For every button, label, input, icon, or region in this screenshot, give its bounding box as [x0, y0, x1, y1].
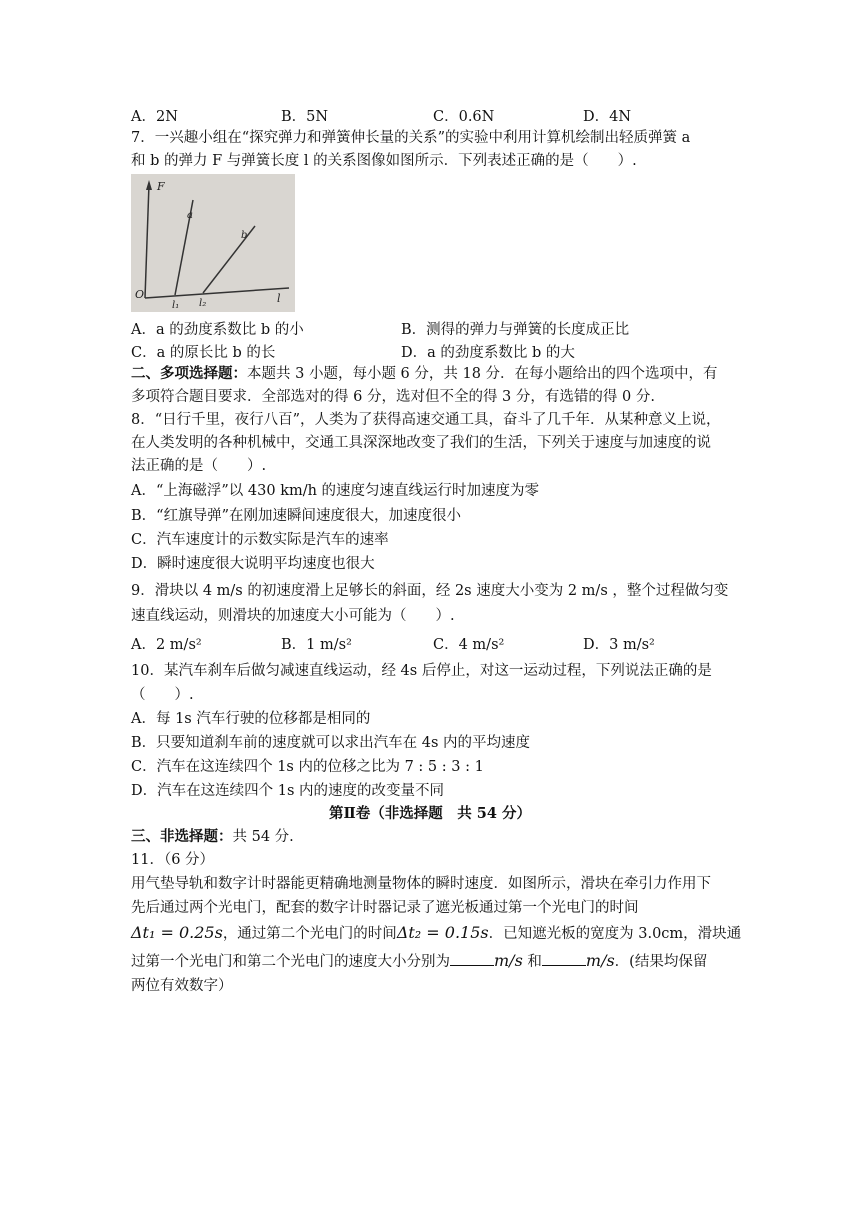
- q9-stem-line1: 9．滑块以 4 m/s 的初速度滑上足够长的斜面，经 2s 速度大小变为 2 m/s ，整个过程做匀变: [131, 583, 729, 599]
- q11-and: 和: [527, 954, 542, 970]
- q8-option-c: C．汽车速度计的示数实际是汽车的速率: [131, 532, 389, 548]
- part2-title: 第Ⅱ卷（非选择题 共 54 分）: [329, 805, 531, 822]
- q6-option-b: B．5N: [281, 109, 329, 125]
- section3-line: [131, 826, 294, 848]
- q11-line3: [131, 922, 741, 945]
- q11-line3-text1: ，通过第二个光电门的时间: [222, 926, 397, 942]
- section2-line1: [131, 363, 718, 385]
- section2-line2: 多项符合题目要求．全部选对的得 6 分，选对但不全的得 3 分，有选错的得 0 分.: [131, 389, 655, 405]
- q10-option-c: C．汽车在这连续四个 1s 内的位移之比为 7 : 5 : 3 : 1: [131, 759, 484, 775]
- unit-2: m/s: [585, 951, 615, 970]
- q10-option-b: B．只要知道刹车前的速度就可以求出汽车在 4s 内的平均速度: [131, 735, 531, 751]
- q7-option-d: D．a 的劲度系数比 b 的大: [401, 345, 575, 361]
- q10-stem-line2: （ ）.: [131, 687, 194, 703]
- q10-option-a: A．每 1s 汽车行驶的位移都是相同的: [131, 711, 371, 727]
- q9-option-b: B．1 m/s²: [281, 637, 352, 653]
- q11-line4: [131, 950, 707, 973]
- q9-option-a: A．2 m/s²: [131, 637, 202, 653]
- section3-text: 共 54 分.: [232, 829, 294, 845]
- spring-force-graph: [131, 174, 295, 312]
- q7-stem-line2: 和 b 的弹力 F 与弹簧长度 l 的关系图像如图所示．下列表述正确的是（ ）.: [131, 153, 637, 169]
- q11-line4-text: 过第一个光电门和第二个光电门的速度大小分别为: [131, 954, 450, 970]
- q6-option-d: D．4N: [583, 109, 632, 125]
- answer-blank-1[interactable]: [450, 951, 494, 966]
- q7-stem-line1: 7．一兴趣小组在“探究弹力和弹簧伸长量的关系”的实验中利用计算机绘制出轻质弹簧 a: [131, 130, 691, 146]
- q11-line1: 用气垫导轨和数字计时器能更精确地测量物体的瞬时速度．如图所示，滑块在牵引力作用下: [131, 876, 711, 892]
- label-l1: l₁: [172, 300, 180, 311]
- label-l: l: [277, 292, 281, 305]
- answer-blank-2[interactable]: [542, 951, 586, 966]
- delta-t1: Δt₁ = 0.25s: [131, 923, 223, 942]
- section2-text1: 本题共 3 小题，每小题 6 分，共 18 分．在每小题给出的四个选项中，有: [247, 366, 718, 382]
- q11-line2: 先后通过两个光电门，配套的数字计时器记录了遮光板通过第一个光电门的时间: [131, 900, 639, 916]
- label-f: F: [157, 180, 165, 193]
- q8-stem-line2: 在人类发明的各种机械中，交通工具深深地改变了我们的生活，下列关于速度与加速度的说: [131, 435, 711, 451]
- q9-option-c: C．4 m/s²: [433, 637, 505, 653]
- q11-line4-tail: ．(结果均保留: [614, 954, 708, 970]
- q7-option-c: C．a 的原长比 b 的长: [131, 345, 276, 361]
- label-origin: O: [135, 288, 145, 301]
- delta-t2: Δt₂ = 0.15s: [396, 923, 489, 942]
- q9-option-d: D．3 m/s²: [583, 637, 655, 653]
- q6-option-a: A．2N: [131, 109, 178, 125]
- q6-option-c: C．0.6N: [433, 109, 495, 125]
- q8-option-a: A．“上海磁浮”以 430 km/h 的速度匀速直线运行时加速度为零: [131, 483, 540, 499]
- q7-option-b: B．测得的弹力与弹簧的长度成正比: [401, 322, 630, 338]
- unit-1: m/s: [494, 951, 523, 970]
- label-b: b: [241, 230, 248, 241]
- q11-number: 11．（6 分）: [131, 852, 215, 868]
- q8-stem-line1: 8．“日行千里，夜行八百”，人类为了获得高速交通工具，奋斗了几千年．从某种意义上说，: [131, 412, 721, 428]
- label-a: a: [187, 210, 193, 221]
- f-axis: [145, 184, 149, 298]
- q7-option-a: A．a 的劲度系数比 b 的小: [131, 322, 304, 338]
- label-l2: l₂: [199, 298, 207, 309]
- q9-stem-line2: 速直线运动，则滑块的加速度大小可能为（ ）.: [131, 608, 455, 624]
- q10-stem-line1: 10．某汽车刹车后做匀减速直线运动，经 4s 后停止，对这一运动过程，下列说法正确的是: [131, 663, 712, 679]
- q8-option-d: D．瞬时速度很大说明平均速度也很大: [131, 556, 375, 572]
- q8-option-b: B．“红旗导弹”在刚加速瞬间速度很大，加速度很小: [131, 508, 461, 524]
- section2-title: 二、多项选择题：: [131, 365, 247, 382]
- f-axis-arrow: [146, 180, 152, 190]
- q8-stem-line3: 法正确的是（ ）.: [131, 458, 267, 474]
- q11-line5: 两位有效数字）: [131, 978, 233, 994]
- q10-option-d: D．汽车在这连续四个 1s 内的速度的改变量不同: [131, 783, 445, 799]
- spring-graph-svg: [131, 174, 295, 312]
- section3-title: 三、非选择题：: [131, 828, 233, 845]
- q11-line3-text2: ．已知遮光板的宽度为 3.0cm，滑块通: [488, 926, 742, 942]
- l-axis: [145, 288, 289, 298]
